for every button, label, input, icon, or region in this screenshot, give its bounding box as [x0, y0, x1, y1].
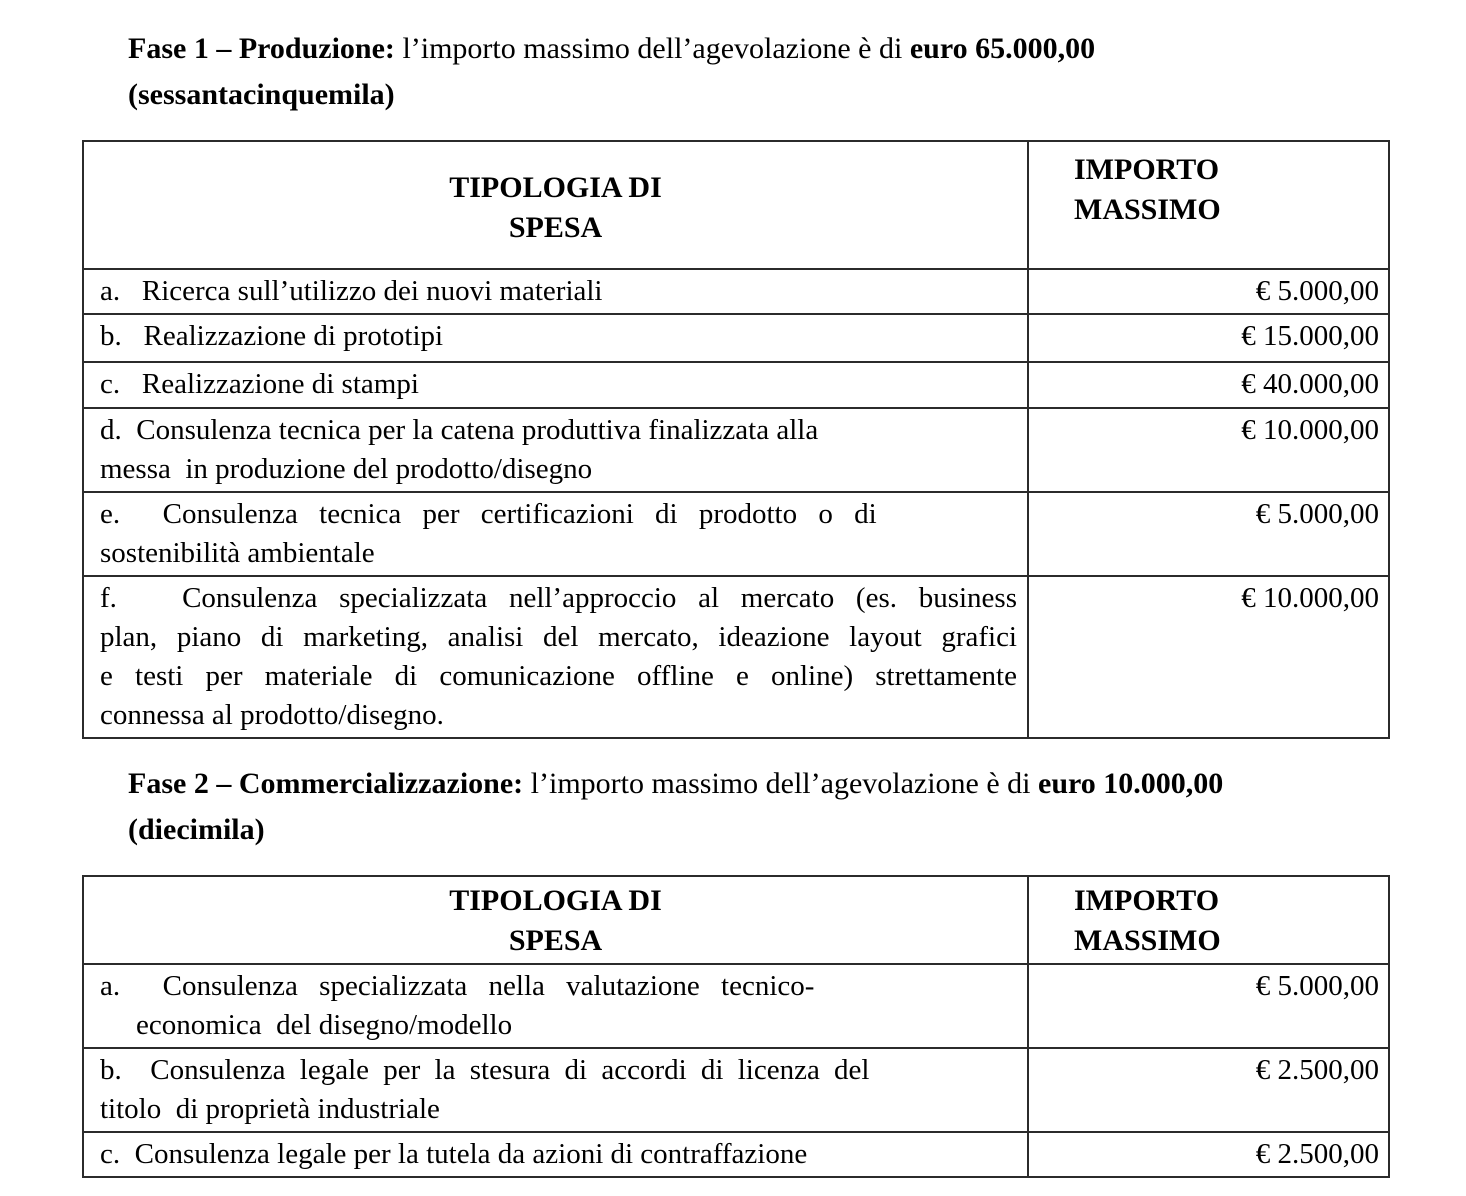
- table-row-d: [83, 408, 1389, 492]
- fase1-amount-words: (sessantacinquemila): [128, 78, 395, 111]
- fase2-col-tipologia-header: [83, 876, 1028, 964]
- row-a-description: [83, 269, 1028, 314]
- row-e-line2: sostenibilità ambientale: [100, 537, 375, 569]
- row-a-description: [83, 964, 1028, 1048]
- row-f-line4: connessa al prodotto/disegno.: [100, 699, 444, 731]
- table-row-b: [83, 314, 1389, 362]
- tipologia-header-line2: SPESA: [508, 924, 603, 957]
- table-row-c: [83, 1132, 1389, 1177]
- row-c-description: [83, 1132, 1028, 1177]
- table-row-a: [83, 269, 1389, 314]
- row-c-description: [83, 362, 1028, 408]
- row-b-amount: € 2.500,00: [1028, 1048, 1389, 1132]
- tipologia-header-line1: TIPOLOGIA DI: [449, 884, 662, 917]
- fase2-text: l’importo massimo dell’agevolazione è di: [523, 767, 1039, 800]
- tipologia-header-line2: SPESA: [508, 211, 603, 244]
- row-c-amount: € 2.500,00: [1028, 1132, 1389, 1177]
- fase1-col-importo-header: [1028, 141, 1389, 269]
- row-d-line1: d. Consulenza tecnica per la catena produttiva finalizzata alla: [100, 414, 819, 446]
- fase1-col-tipologia-header: [83, 141, 1028, 269]
- fase2-amount-words: (diecimila): [128, 813, 265, 846]
- fase1-heading: [128, 26, 1398, 118]
- row-a-line1: a. Consulenza specializzata nella valutazione tecnico-: [100, 970, 815, 1002]
- fase2-amount: euro 10.000,00: [1038, 767, 1224, 800]
- row-b-line1: b. Realizzazione di prototipi: [100, 320, 444, 352]
- fase2-title: Fase 2 – Commercializzazione:: [128, 767, 524, 800]
- fase2-table: [82, 875, 1390, 1178]
- importo-header-line1: IMPORTO: [1074, 153, 1220, 186]
- row-f-line3: e testi per materiale di comunicazione offline e online) strettamente: [100, 660, 1017, 692]
- importo-header-line2: MASSIMO: [1074, 924, 1221, 957]
- table-row-a: [83, 964, 1389, 1048]
- row-f-description: [83, 576, 1028, 738]
- row-d-description: [83, 408, 1028, 492]
- row-e-description: [83, 492, 1028, 576]
- row-c-line1: c. Consulenza legale per la tutela da azioni di contraffazione: [100, 1138, 808, 1170]
- row-a-line1: a. Ricerca sull’utilizzo dei nuovi materiali: [100, 275, 603, 307]
- table-row-f: [83, 576, 1389, 738]
- row-d-amount: € 10.000,00: [1028, 408, 1389, 492]
- row-c-line1: c. Realizzazione di stampi: [100, 368, 419, 400]
- row-b-description: [83, 1048, 1028, 1132]
- fase1-amount: euro 65.000,00: [909, 32, 1096, 65]
- row-e-amount: € 5.000,00: [1028, 492, 1389, 576]
- fase1-title: Fase 1 – Produzione:: [128, 32, 395, 65]
- row-d-line2: messa in produzione del prodotto/disegno: [100, 453, 593, 485]
- row-e-line1: e. Consulenza tecnica per certificazioni di prodotto o di: [100, 498, 877, 530]
- fase1-table: [82, 140, 1390, 739]
- row-b-line1: b. Consulenza legale per la stesura di accordi di licenza del: [100, 1054, 870, 1086]
- row-b-description: [83, 314, 1028, 362]
- row-c-amount: € 40.000,00: [1028, 362, 1389, 408]
- row-b-amount: € 15.000,00: [1028, 314, 1389, 362]
- fase1-text: l’importo massimo dell’agevolazione è di: [394, 32, 910, 65]
- fase2-col-importo-header: [1028, 876, 1389, 964]
- fase2-heading: [128, 761, 1398, 853]
- table-row-b: [83, 1048, 1389, 1132]
- row-f-amount: € 10.000,00: [1028, 576, 1389, 738]
- row-a-amount: € 5.000,00: [1028, 964, 1389, 1048]
- row-f-line2: plan, piano di marketing, analisi del mercato, ideazione layout grafici: [100, 621, 1017, 653]
- fase1-table-header-row: [83, 141, 1389, 269]
- tipologia-header-line1: TIPOLOGIA DI: [449, 171, 662, 204]
- table-row-c: [83, 362, 1389, 408]
- row-a-line2: economica del disegno/modello: [136, 1009, 513, 1041]
- table-row-e: [83, 492, 1389, 576]
- row-f-line1: f. Consulenza specializzata nell’approccio al mercato (es. business: [100, 582, 1017, 614]
- importo-header-line2: MASSIMO: [1074, 193, 1221, 226]
- row-b-line2: titolo di proprietà industriale: [100, 1093, 440, 1125]
- importo-header-line1: IMPORTO: [1074, 884, 1220, 917]
- row-a-amount: € 5.000,00: [1028, 269, 1389, 314]
- fase2-table-header-row: [83, 876, 1389, 964]
